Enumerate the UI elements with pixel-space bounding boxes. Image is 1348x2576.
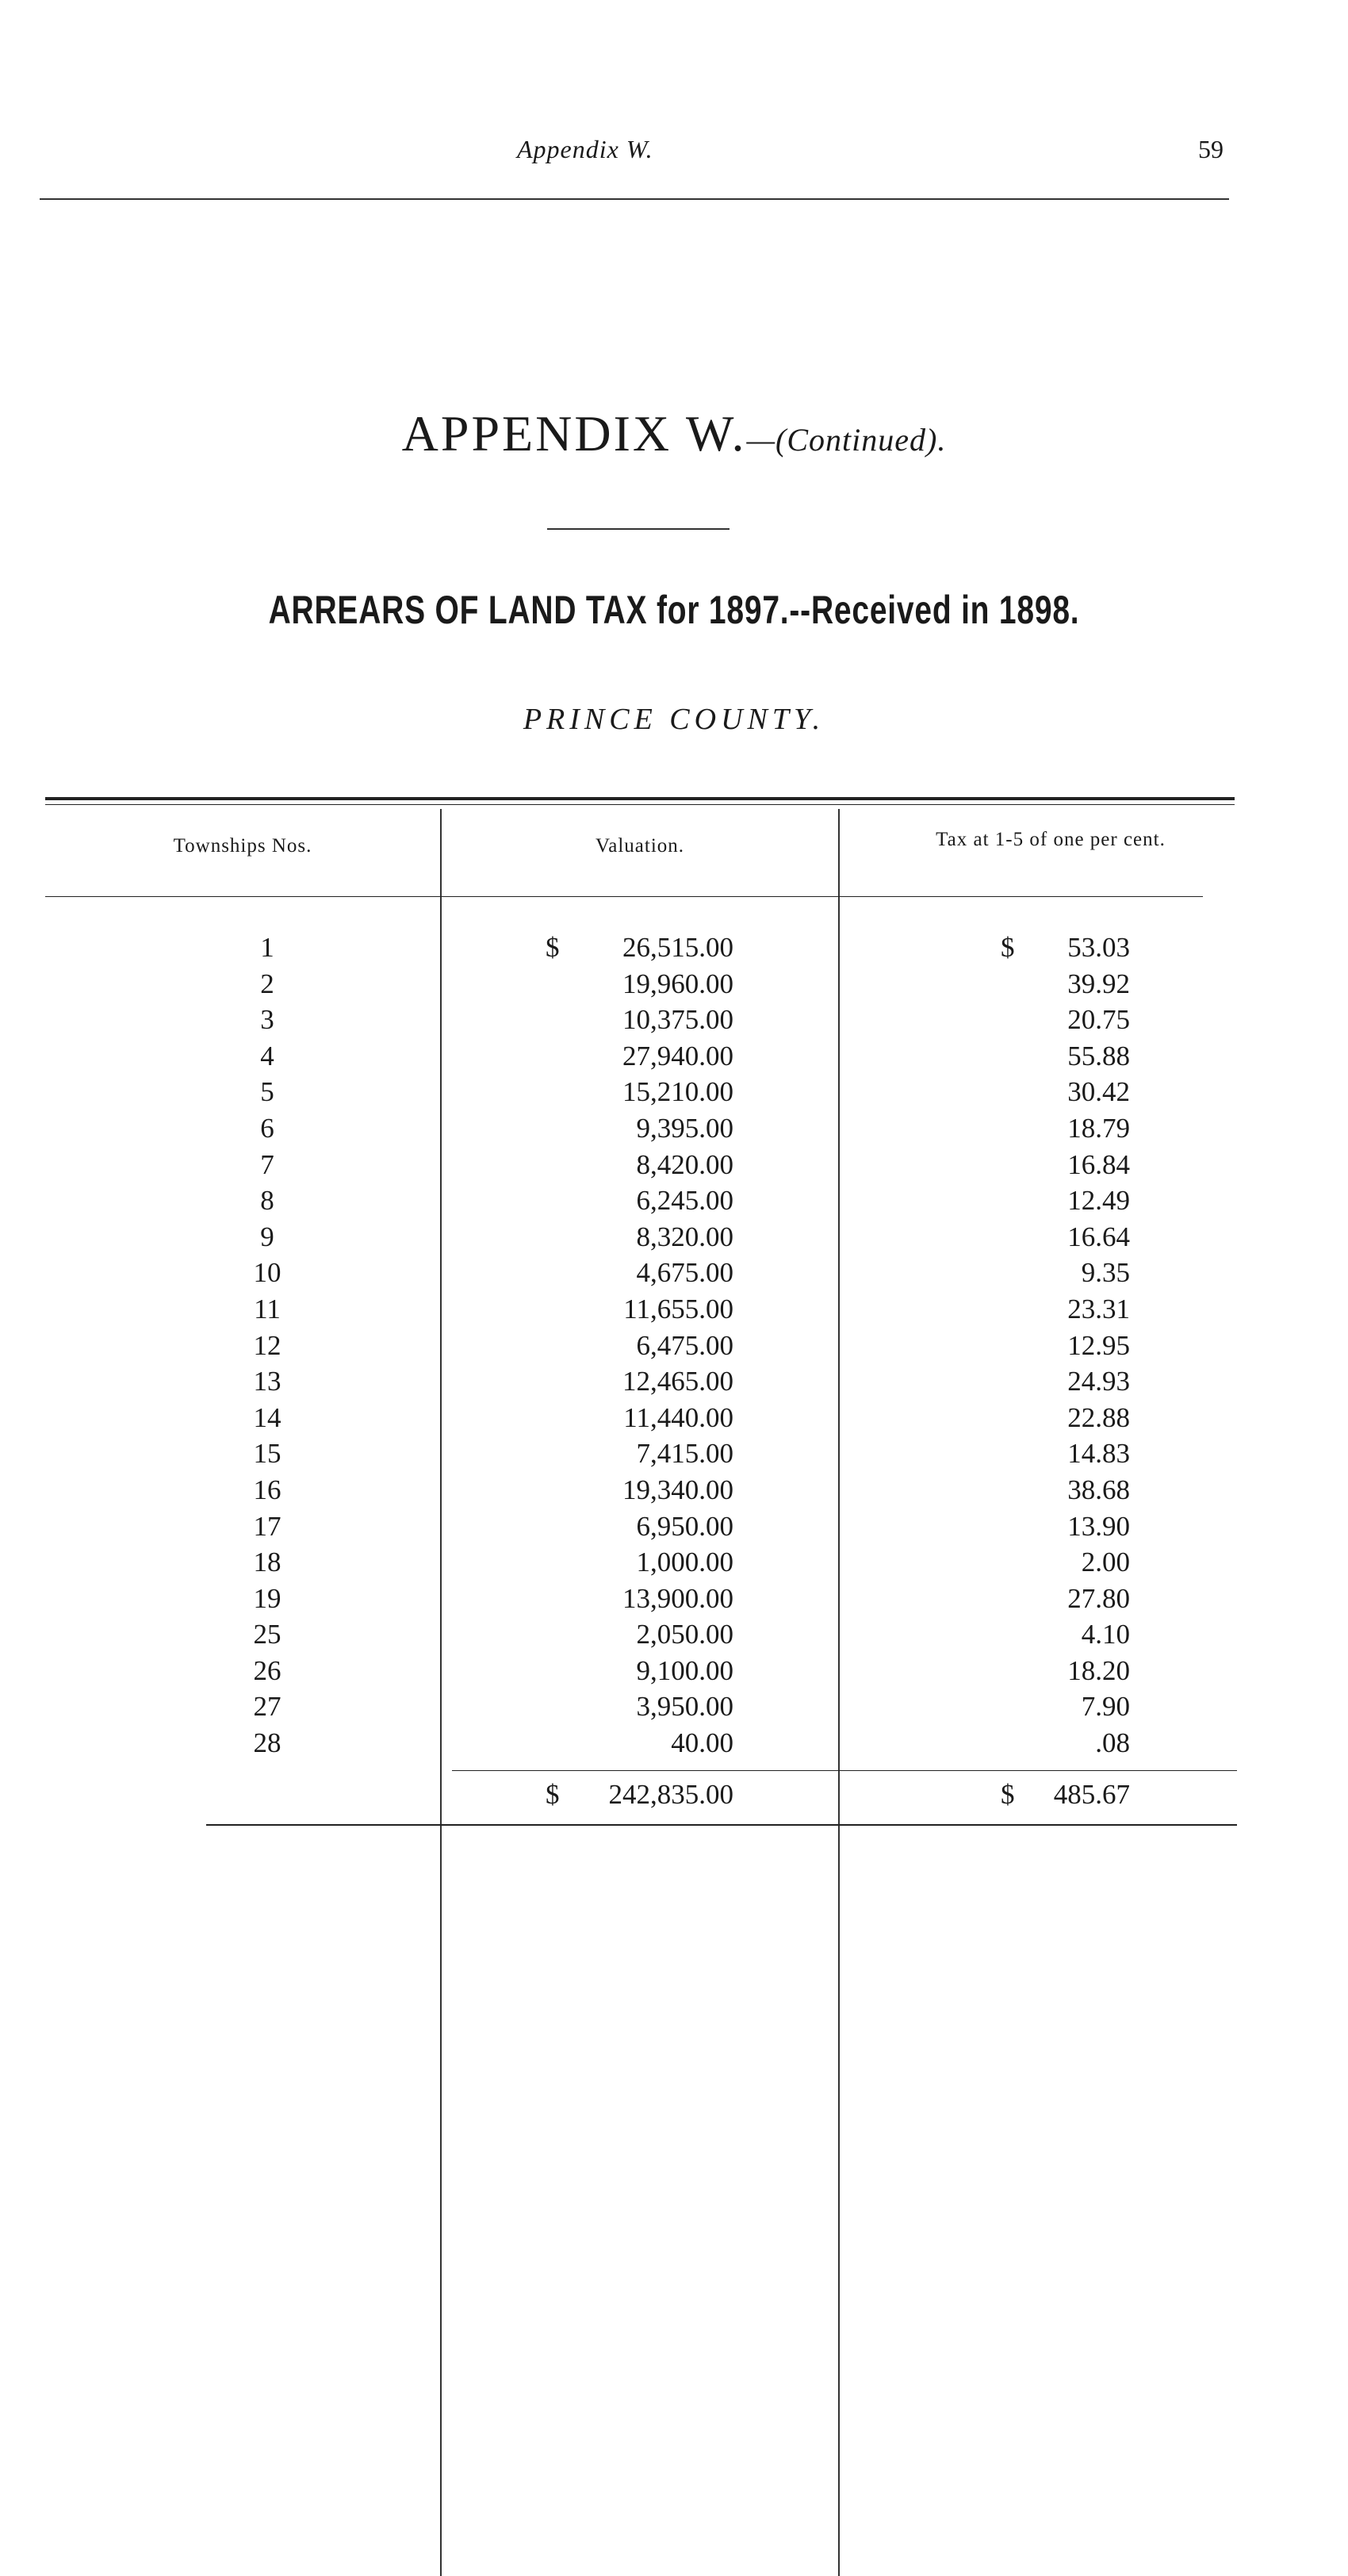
- township-number: 18: [253, 1547, 281, 1578]
- township-number: 26: [253, 1654, 281, 1686]
- township-number: 12: [253, 1329, 281, 1361]
- appendix-title-main: APPENDIX W.: [401, 405, 747, 462]
- table-row: [0, 1436, 1348, 1472]
- township-number: 15: [253, 1438, 281, 1470]
- township-number: 13: [253, 1366, 281, 1397]
- tax-cell: 16.84: [1067, 1148, 1130, 1180]
- appendix-title-continued: —(Continued).: [746, 422, 947, 458]
- table-row: [0, 1183, 1348, 1219]
- tax-cell: 13.90: [1067, 1510, 1130, 1542]
- valuation-cell: 6,245.00: [636, 1185, 733, 1217]
- table-top-rule-thin: [45, 804, 1235, 805]
- table-row: [0, 966, 1348, 1002]
- tax-cell: 27.80: [1067, 1582, 1130, 1614]
- tax-cell: 9.35: [1081, 1257, 1130, 1289]
- table-row: [0, 1544, 1348, 1581]
- valuation-cell: 1,000.00: [636, 1547, 733, 1578]
- tax-cell: 30.42: [1067, 1076, 1130, 1108]
- table-row: [0, 1291, 1348, 1328]
- table-bottom-rule: [206, 1824, 1237, 1826]
- valuation-cell: 7,415.00: [636, 1438, 733, 1470]
- township-number: 25: [253, 1619, 281, 1650]
- valuation-cell: 27,940.00: [622, 1040, 733, 1071]
- tax-cell: 18.20: [1067, 1654, 1130, 1686]
- township-number: 3: [260, 1004, 274, 1036]
- tax-cell: 38.68: [1067, 1474, 1130, 1505]
- table-row: [0, 1653, 1348, 1689]
- table-row: [0, 1400, 1348, 1436]
- section-heading: ARREARS OF LAND TAX for 1897.--Received in 1898.: [268, 588, 1080, 632]
- valuation-cell: 6,475.00: [636, 1329, 733, 1361]
- currency-symbol: $: [546, 932, 560, 963]
- township-number: 1: [260, 932, 274, 963]
- currency-symbol: $: [1001, 1779, 1015, 1810]
- tax-cell: 24.93: [1067, 1366, 1130, 1397]
- table-body: [0, 930, 1348, 1761]
- township-number: 14: [253, 1401, 281, 1433]
- running-head: [0, 135, 1348, 174]
- township-number: 7: [260, 1148, 274, 1180]
- currency-symbol: $: [1001, 932, 1015, 963]
- valuation-cell: 11,440.00: [623, 1401, 733, 1433]
- tax-cell: 39.92: [1067, 968, 1130, 999]
- county-subheading: PRINCE COUNTY.: [523, 703, 825, 736]
- tax-cell: 22.88: [1067, 1401, 1130, 1433]
- title-divider: [547, 528, 730, 530]
- tax-cell: 14.83: [1067, 1438, 1130, 1470]
- table-row: [0, 1255, 1348, 1291]
- table-row: [0, 1725, 1348, 1761]
- township-number: 9: [260, 1221, 274, 1252]
- township-number: 8: [260, 1185, 274, 1217]
- township-number: 19: [253, 1582, 281, 1614]
- township-number: 11: [254, 1293, 281, 1324]
- table-row: [0, 1363, 1348, 1400]
- header-rule: [40, 198, 1229, 200]
- table-row: [0, 1147, 1348, 1183]
- valuation-cell: 2,050.00: [636, 1619, 733, 1650]
- valuation-cell: 8,320.00: [636, 1221, 733, 1252]
- township-number: 4: [260, 1040, 274, 1071]
- valuation-cell: 4,675.00: [636, 1257, 733, 1289]
- township-number: 17: [253, 1510, 281, 1542]
- valuation-cell: 9,395.00: [636, 1112, 733, 1144]
- township-number: 5: [260, 1076, 274, 1108]
- valuation-cell: 12,465.00: [622, 1366, 733, 1397]
- tax-cell: 23.31: [1067, 1293, 1130, 1324]
- valuation-cell: 9,100.00: [636, 1654, 733, 1686]
- header-bottom-rule: [45, 896, 1203, 897]
- tax-cell: 12.95: [1067, 1329, 1130, 1361]
- table-row: [0, 1328, 1348, 1364]
- total-tax: 485.67: [1053, 1779, 1130, 1810]
- valuation-cell: 26,515.00: [622, 932, 733, 963]
- valuation-cell: 10,375.00: [622, 1004, 733, 1036]
- table-row: [0, 1002, 1348, 1038]
- table-row: [0, 1616, 1348, 1653]
- appendix-title: [0, 404, 1348, 463]
- valuation-cell: 11,655.00: [623, 1293, 733, 1324]
- table-row: [0, 1074, 1348, 1110]
- tax-cell: .08: [1095, 1727, 1130, 1759]
- table-row: [0, 930, 1348, 966]
- tax-cell: 16.64: [1067, 1221, 1130, 1252]
- tax-cell: 53.03: [1067, 932, 1130, 963]
- township-number: 27: [253, 1691, 281, 1723]
- total-row: [0, 1775, 1348, 1815]
- table-row: [0, 1472, 1348, 1508]
- total-valuation: 242,835.00: [608, 1779, 733, 1810]
- tax-cell: 55.88: [1067, 1040, 1130, 1071]
- valuation-cell: 3,950.00: [636, 1691, 733, 1723]
- valuation-cell: 19,340.00: [622, 1474, 733, 1505]
- tax-cell: 12.49: [1067, 1185, 1130, 1217]
- valuation-cell: 15,210.00: [622, 1076, 733, 1108]
- table-row: [0, 1581, 1348, 1617]
- table-row: [0, 1110, 1348, 1147]
- running-title: Appendix W.: [517, 135, 653, 163]
- tax-cell: 7.90: [1081, 1691, 1130, 1723]
- table-row: [0, 1508, 1348, 1545]
- township-number: 6: [260, 1112, 274, 1144]
- valuation-cell: 13,900.00: [622, 1582, 733, 1614]
- page-number: 59: [1198, 135, 1224, 163]
- total-rule: [452, 1770, 1237, 1771]
- table-row: [0, 1689, 1348, 1725]
- column-header-townships: Townships Nos.: [173, 835, 312, 857]
- valuation-cell: 40.00: [671, 1727, 733, 1759]
- township-number: 16: [253, 1474, 281, 1505]
- township-number: 28: [253, 1727, 281, 1759]
- currency-symbol: $: [546, 1779, 560, 1810]
- column-header-valuation: Valuation.: [595, 835, 685, 857]
- township-number: 2: [260, 968, 274, 999]
- valuation-cell: 6,950.00: [636, 1510, 733, 1542]
- township-number: 10: [253, 1257, 281, 1289]
- table-row: [0, 1038, 1348, 1075]
- valuation-cell: 8,420.00: [636, 1148, 733, 1180]
- tax-cell: 4.10: [1081, 1619, 1130, 1650]
- column-header-tax: Tax at 1-5 of one per cent.: [936, 829, 1166, 850]
- table-row: [0, 1219, 1348, 1255]
- tax-cell: 20.75: [1067, 1004, 1130, 1036]
- tax-cell: 18.79: [1067, 1112, 1130, 1144]
- valuation-cell: 19,960.00: [622, 968, 733, 999]
- tax-cell: 2.00: [1081, 1547, 1130, 1578]
- table-top-rule: [45, 797, 1235, 800]
